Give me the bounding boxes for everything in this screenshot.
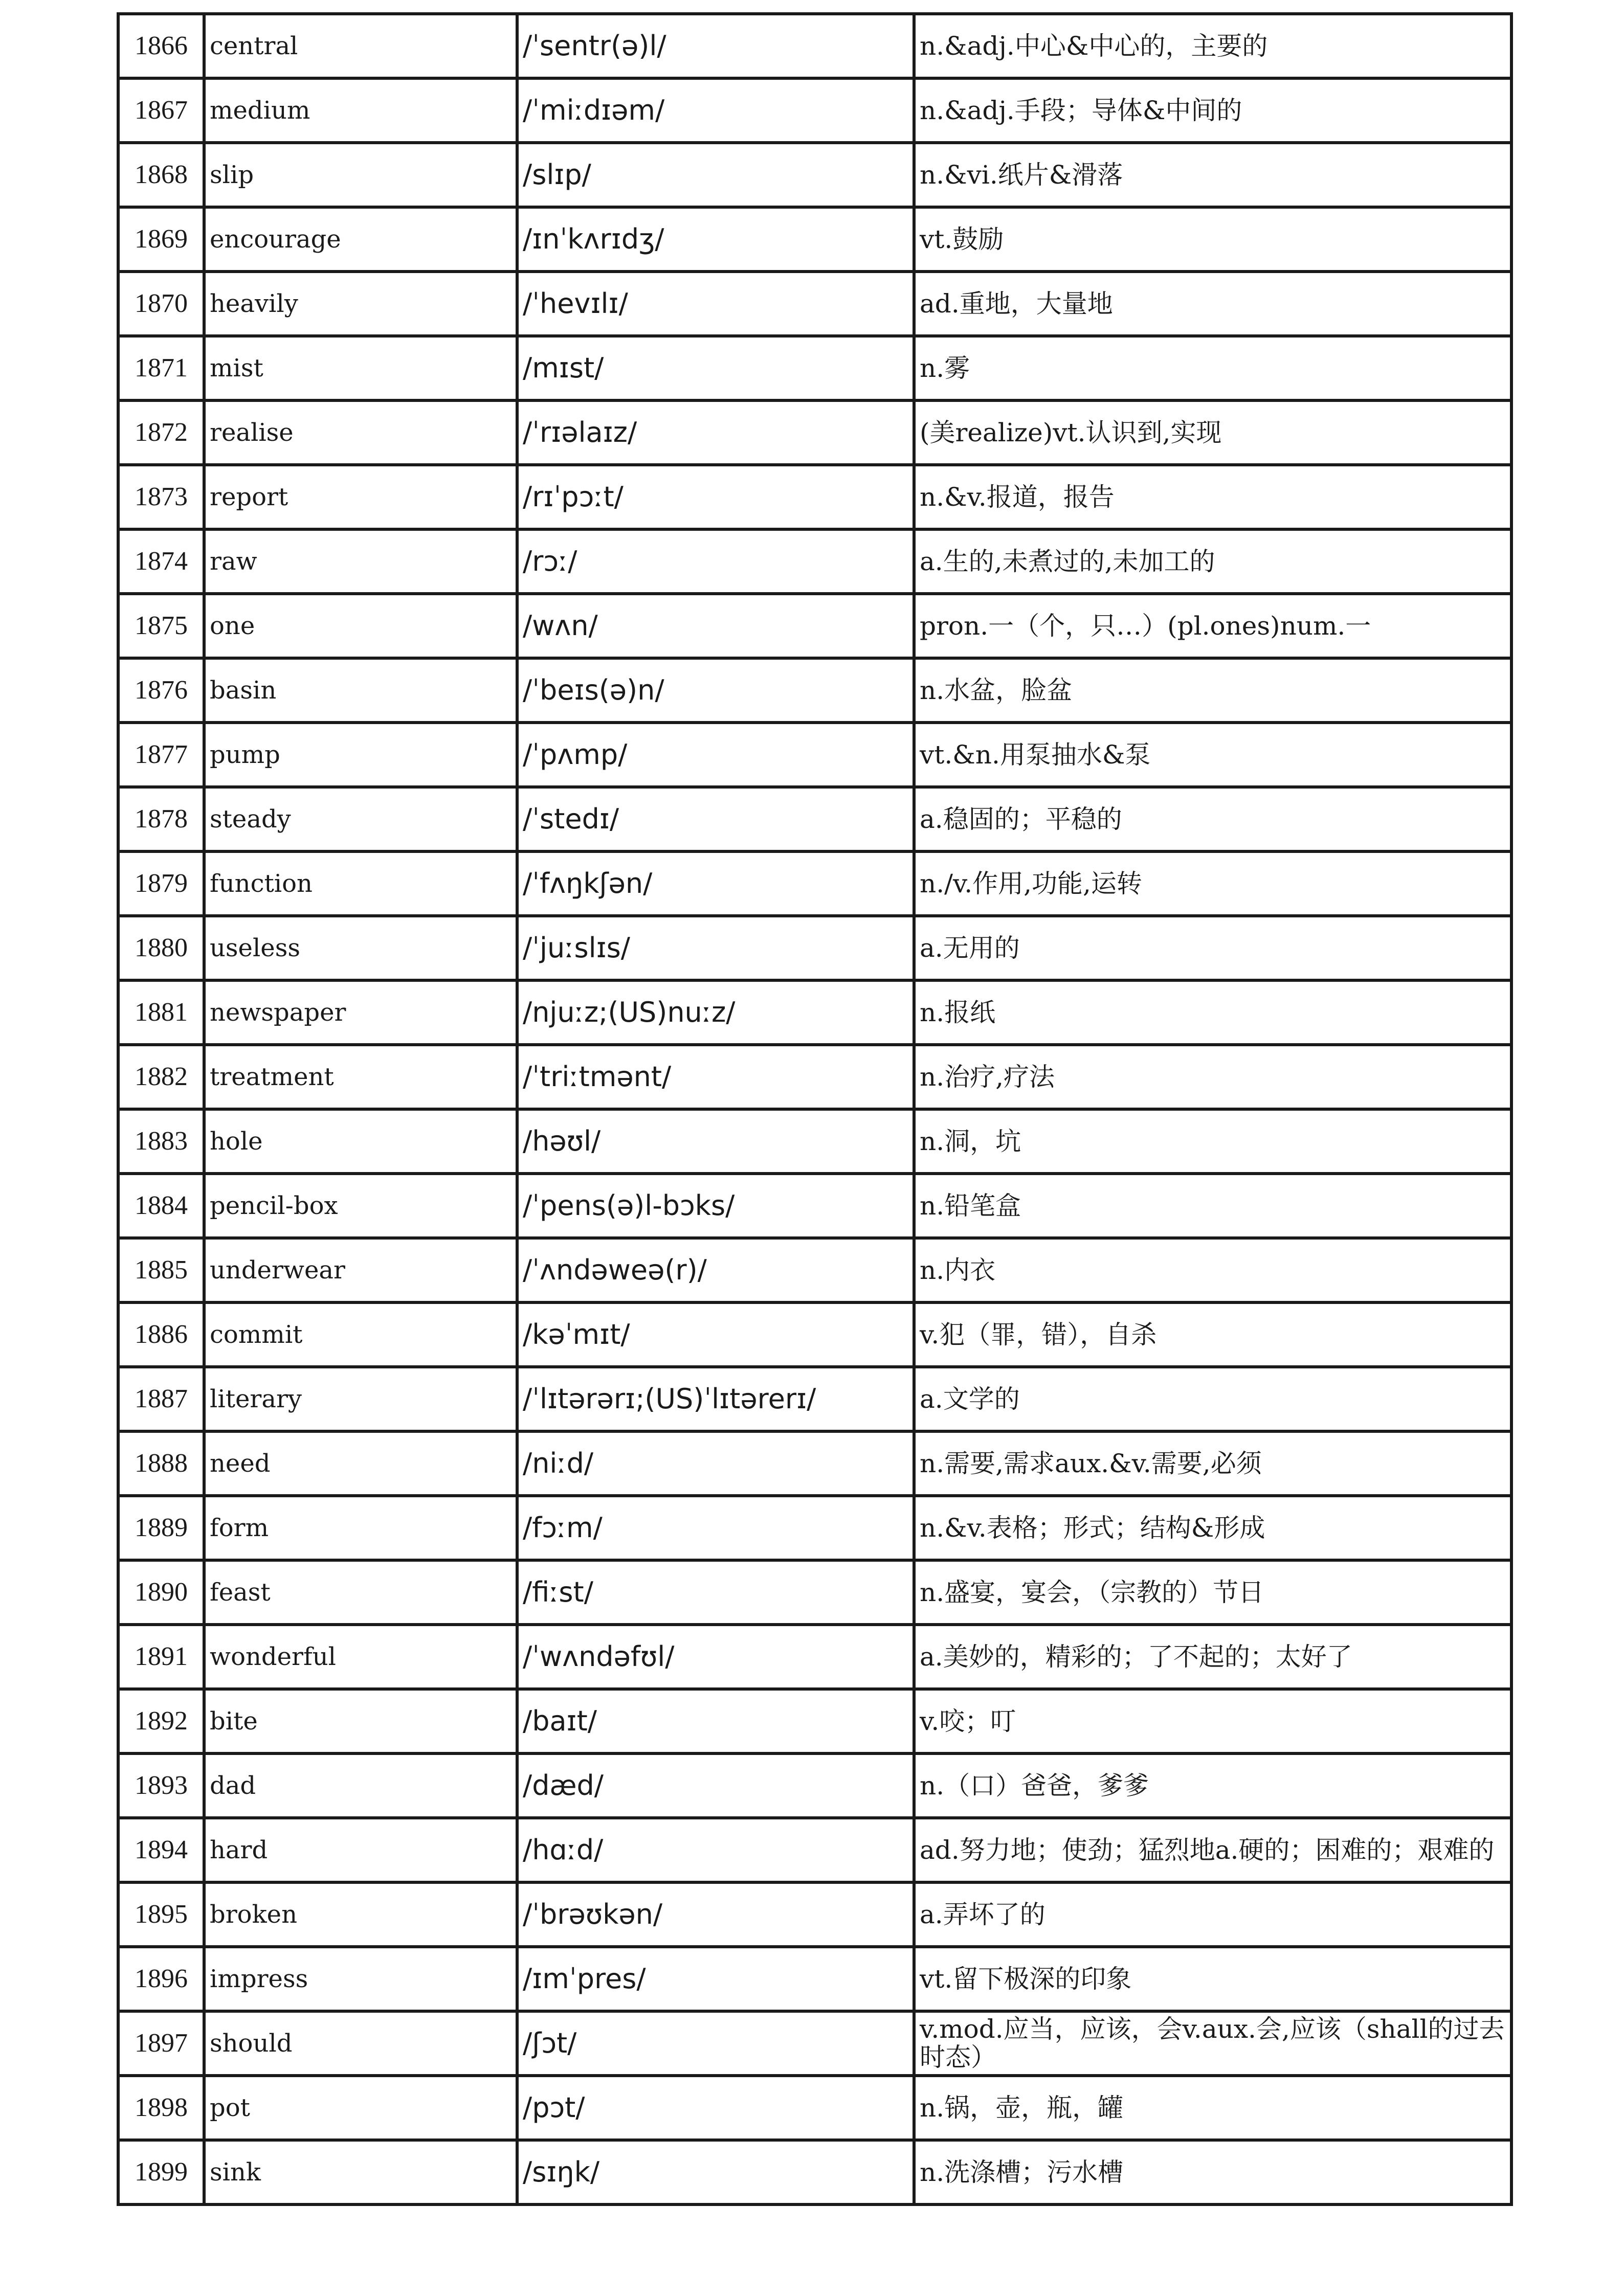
entry-word: useless xyxy=(204,916,517,980)
table-row xyxy=(118,594,1511,658)
entry-number: 1871 xyxy=(118,336,204,400)
entry-definition: n.&v.表格；形式；结构&形成 xyxy=(914,1496,1511,1560)
entry-pronunciation: /slɪp/ xyxy=(517,143,914,207)
entry-number: 1899 xyxy=(118,2140,204,2204)
entry-pronunciation: /ˈpʌmp/ xyxy=(517,723,914,787)
entry-pronunciation: /ˈbeɪs(ə)n/ xyxy=(517,658,914,723)
entry-word: bite xyxy=(204,1689,517,1753)
entry-word: raw xyxy=(204,529,517,594)
table-row xyxy=(118,14,1511,78)
entry-definition: n.水盆，脸盆 xyxy=(914,658,1511,723)
entry-definition: (美realize)vt.认识到,实现 xyxy=(914,400,1511,465)
entry-word: underwear xyxy=(204,1238,517,1302)
entry-number: 1893 xyxy=(118,1753,204,1818)
table-row xyxy=(118,400,1511,465)
table-row xyxy=(118,851,1511,916)
entry-number: 1884 xyxy=(118,1174,204,1238)
entry-number: 1880 xyxy=(118,916,204,980)
table-row xyxy=(118,1238,1511,1302)
entry-word: slip xyxy=(204,143,517,207)
entry-number: 1894 xyxy=(118,1818,204,1882)
table-row xyxy=(118,1109,1511,1174)
table-row xyxy=(118,723,1511,787)
entry-definition: n.&adj.手段；导体&中间的 xyxy=(914,78,1511,143)
vocabulary-table xyxy=(117,12,1513,2206)
entry-definition: vt.留下极深的印象 xyxy=(914,1947,1511,2011)
entry-word: form xyxy=(204,1496,517,1560)
entry-word: hole xyxy=(204,1109,517,1174)
entry-definition: n.内衣 xyxy=(914,1238,1511,1302)
entry-pronunciation: /pɔt/ xyxy=(517,2076,914,2140)
entry-number: 1889 xyxy=(118,1496,204,1560)
table-row xyxy=(118,2140,1511,2204)
entry-pronunciation: /ʃɔt/ xyxy=(517,2011,914,2076)
entry-number: 1873 xyxy=(118,465,204,529)
entry-pronunciation: /baɪt/ xyxy=(517,1689,914,1753)
entry-word: report xyxy=(204,465,517,529)
table-row xyxy=(118,1367,1511,1431)
entry-number: 1877 xyxy=(118,723,204,787)
entry-word: broken xyxy=(204,1882,517,1947)
table-row xyxy=(118,1753,1511,1818)
entry-number: 1898 xyxy=(118,2076,204,2140)
entry-word: hard xyxy=(204,1818,517,1882)
entry-pronunciation: /mɪst/ xyxy=(517,336,914,400)
entry-number: 1888 xyxy=(118,1431,204,1496)
entry-number: 1867 xyxy=(118,78,204,143)
table-row xyxy=(118,787,1511,851)
entry-pronunciation: /sɪŋk/ xyxy=(517,2140,914,2204)
entry-word: realise xyxy=(204,400,517,465)
entry-number: 1890 xyxy=(118,1560,204,1625)
entry-number: 1868 xyxy=(118,143,204,207)
entry-pronunciation: /ˈwʌndəfʊl/ xyxy=(517,1625,914,1689)
entry-number: 1876 xyxy=(118,658,204,723)
entry-pronunciation: /ɪnˈkʌrɪdʒ/ xyxy=(517,207,914,272)
entry-definition: ad.重地，大量地 xyxy=(914,272,1511,336)
entry-pronunciation: /ˈtriːtmənt/ xyxy=(517,1045,914,1109)
entry-pronunciation: /hɑːd/ xyxy=(517,1818,914,1882)
entry-pronunciation: /ˈfʌŋkʃən/ xyxy=(517,851,914,916)
entry-number: 1866 xyxy=(118,14,204,78)
entry-definition: a.稳固的；平稳的 xyxy=(914,787,1511,851)
table-row xyxy=(118,1431,1511,1496)
table-row xyxy=(118,1818,1511,1882)
entry-word: dad xyxy=(204,1753,517,1818)
entry-definition: ad.努力地；使劲；猛烈地a.硬的；困难的；艰难的 xyxy=(914,1818,1511,1882)
table-row xyxy=(118,1947,1511,2011)
entry-pronunciation: /njuːz;(US)nuːz/ xyxy=(517,980,914,1045)
entry-pronunciation: /fiːst/ xyxy=(517,1560,914,1625)
entry-number: 1879 xyxy=(118,851,204,916)
entry-word: treatment xyxy=(204,1045,517,1109)
entry-pronunciation: /kəˈmɪt/ xyxy=(517,1302,914,1367)
table-row xyxy=(118,916,1511,980)
entry-word: steady xyxy=(204,787,517,851)
entry-number: 1895 xyxy=(118,1882,204,1947)
entry-number: 1885 xyxy=(118,1238,204,1302)
entry-definition: a.文学的 xyxy=(914,1367,1511,1431)
entry-pronunciation: /ˈbrəʊkən/ xyxy=(517,1882,914,1947)
entry-pronunciation: /ˈmiːdɪəm/ xyxy=(517,78,914,143)
entry-definition: a.美妙的，精彩的；了不起的；太好了 xyxy=(914,1625,1511,1689)
table-row xyxy=(118,1045,1511,1109)
entry-definition: pron.一（个，只…）(pl.ones)num.一 xyxy=(914,594,1511,658)
entry-definition: n.盛宴，宴会，（宗教的）节日 xyxy=(914,1560,1511,1625)
table-row xyxy=(118,78,1511,143)
table-row xyxy=(118,143,1511,207)
entry-definition: a.生的,未煮过的,未加工的 xyxy=(914,529,1511,594)
table-row xyxy=(118,336,1511,400)
entry-number: 1896 xyxy=(118,1947,204,2011)
table-row xyxy=(118,207,1511,272)
entry-word: pencil-box xyxy=(204,1174,517,1238)
entry-word: pot xyxy=(204,2076,517,2140)
table-row xyxy=(118,529,1511,594)
entry-word: feast xyxy=(204,1560,517,1625)
entry-word: should xyxy=(204,2011,517,2076)
vocabulary-table-body xyxy=(118,14,1511,2204)
table-row xyxy=(118,1882,1511,1947)
entry-word: pump xyxy=(204,723,517,787)
entry-number: 1878 xyxy=(118,787,204,851)
entry-pronunciation: /dæd/ xyxy=(517,1753,914,1818)
entry-pronunciation: /ˈsentr(ə)l/ xyxy=(517,14,914,78)
table-row xyxy=(118,2076,1511,2140)
table-row xyxy=(118,1174,1511,1238)
entry-definition: n.报纸 xyxy=(914,980,1511,1045)
table-row xyxy=(118,1560,1511,1625)
entry-definition: n.&v.报道，报告 xyxy=(914,465,1511,529)
entry-word: basin xyxy=(204,658,517,723)
entry-number: 1892 xyxy=(118,1689,204,1753)
entry-number: 1882 xyxy=(118,1045,204,1109)
entry-pronunciation: /həʊl/ xyxy=(517,1109,914,1174)
entry-word: sink xyxy=(204,2140,517,2204)
entry-pronunciation: /rɪˈpɔːt/ xyxy=(517,465,914,529)
entry-number: 1870 xyxy=(118,272,204,336)
entry-definition: a.无用的 xyxy=(914,916,1511,980)
entry-pronunciation: /wʌn/ xyxy=(517,594,914,658)
entry-pronunciation: /ˈʌndəweə(r)/ xyxy=(517,1238,914,1302)
entry-pronunciation: /ˈpens(ə)l-bɔks/ xyxy=(517,1174,914,1238)
entry-number: 1874 xyxy=(118,529,204,594)
table-row xyxy=(118,2011,1511,2076)
entry-word: literary xyxy=(204,1367,517,1431)
table-row xyxy=(118,1689,1511,1753)
entry-definition: v.mod.应当，应该，会v.aux.会,应该（shall的过去时态） xyxy=(914,2011,1511,2076)
entry-definition: n.&adj.中心&中心的，主要的 xyxy=(914,14,1511,78)
entry-number: 1886 xyxy=(118,1302,204,1367)
entry-word: mist xyxy=(204,336,517,400)
entry-number: 1887 xyxy=(118,1367,204,1431)
entry-word: commit xyxy=(204,1302,517,1367)
entry-word: medium xyxy=(204,78,517,143)
entry-definition: n.洗涤槽；污水槽 xyxy=(914,2140,1511,2204)
entry-word: central xyxy=(204,14,517,78)
entry-definition: n.&vi.纸片&滑落 xyxy=(914,143,1511,207)
table-row xyxy=(118,272,1511,336)
entry-pronunciation: /niːd/ xyxy=(517,1431,914,1496)
entry-word: newspaper xyxy=(204,980,517,1045)
entry-number: 1869 xyxy=(118,207,204,272)
entry-number: 1891 xyxy=(118,1625,204,1689)
entry-pronunciation: /rɔː/ xyxy=(517,529,914,594)
table-row xyxy=(118,1625,1511,1689)
entry-word: function xyxy=(204,851,517,916)
entry-word: wonderful xyxy=(204,1625,517,1689)
entry-definition: vt.&n.用泵抽水&泵 xyxy=(914,723,1511,787)
entry-definition: n.雾 xyxy=(914,336,1511,400)
entry-pronunciation: /ˈlɪtərərɪ;(US)ˈlɪtərerɪ/ xyxy=(517,1367,914,1431)
entry-word: heavily xyxy=(204,272,517,336)
table-row xyxy=(118,1496,1511,1560)
entry-pronunciation: /ˈstedɪ/ xyxy=(517,787,914,851)
entry-word: need xyxy=(204,1431,517,1496)
entry-pronunciation: /ˈjuːslɪs/ xyxy=(517,916,914,980)
entry-word: encourage xyxy=(204,207,517,272)
entry-number: 1875 xyxy=(118,594,204,658)
entry-number: 1897 xyxy=(118,2011,204,2076)
entry-definition: n.治疗,疗法 xyxy=(914,1045,1511,1109)
entry-number: 1881 xyxy=(118,980,204,1045)
entry-definition: n.需要,需求aux.&v.需要,必须 xyxy=(914,1431,1511,1496)
entry-definition: n.洞，坑 xyxy=(914,1109,1511,1174)
entry-definition: n.锅，壶，瓶，罐 xyxy=(914,2076,1511,2140)
entry-word: impress xyxy=(204,1947,517,2011)
entry-number: 1872 xyxy=(118,400,204,465)
entry-definition: v.咬；叮 xyxy=(914,1689,1511,1753)
entry-definition: a.弄坏了的 xyxy=(914,1882,1511,1947)
entry-pronunciation: /fɔːm/ xyxy=(517,1496,914,1560)
table-row xyxy=(118,658,1511,723)
entry-word: one xyxy=(204,594,517,658)
entry-pronunciation: /ɪmˈpres/ xyxy=(517,1947,914,2011)
entry-definition: n.铅笔盒 xyxy=(914,1174,1511,1238)
entry-pronunciation: /ˈhevɪlɪ/ xyxy=(517,272,914,336)
entry-number: 1883 xyxy=(118,1109,204,1174)
entry-pronunciation: /ˈrɪəlaɪz/ xyxy=(517,400,914,465)
entry-definition: vt.鼓励 xyxy=(914,207,1511,272)
table-row xyxy=(118,980,1511,1045)
entry-definition: v.犯（罪，错），自杀 xyxy=(914,1302,1511,1367)
table-row xyxy=(118,1302,1511,1367)
entry-definition: n./v.作用,功能,运转 xyxy=(914,851,1511,916)
entry-definition: n.（口）爸爸，爹爹 xyxy=(914,1753,1511,1818)
table-row xyxy=(118,465,1511,529)
